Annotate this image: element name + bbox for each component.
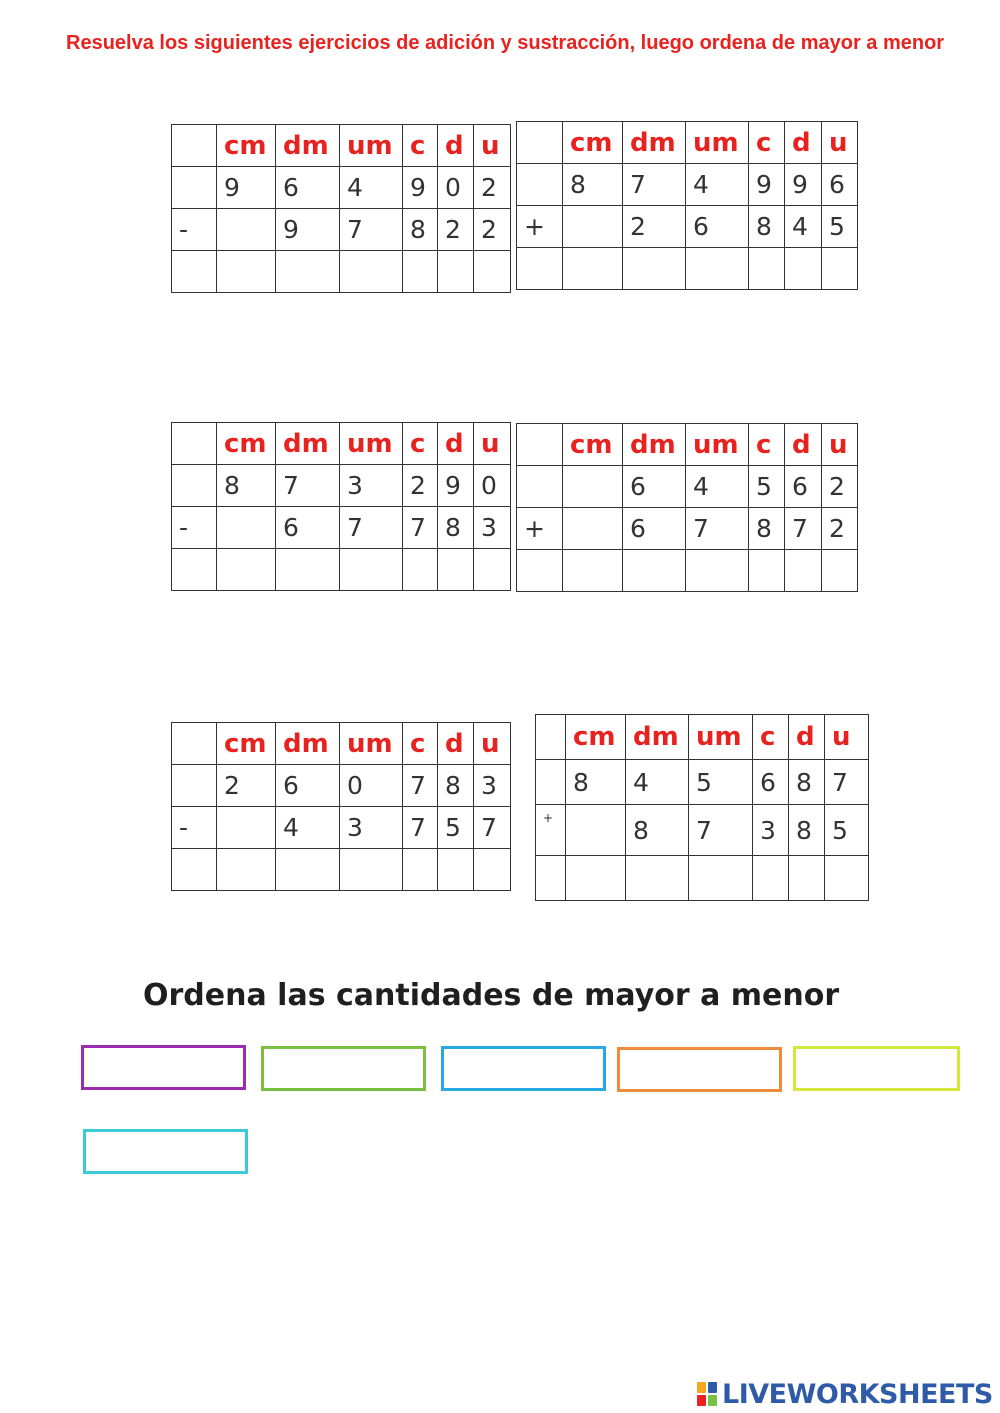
answer-cell[interactable]: [217, 549, 276, 591]
header-row: [172, 125, 511, 167]
digit-cell: 4: [686, 164, 749, 206]
digit-cell: 8: [566, 760, 626, 805]
header-cell: c: [403, 125, 438, 167]
answer-cell[interactable]: [623, 550, 686, 592]
answer-cell[interactable]: [749, 248, 785, 290]
header-cell: dm: [276, 423, 340, 465]
header-cell: c: [749, 424, 785, 466]
header-cell: u: [822, 122, 858, 164]
digit-cell: 3: [474, 765, 511, 807]
digit-cell: 8: [438, 507, 474, 549]
digit-cell: 8: [626, 805, 689, 856]
digit-cell: 2: [822, 466, 858, 508]
exercise-table-5: [171, 722, 511, 891]
answer-cell[interactable]: [403, 549, 438, 591]
answer-cell[interactable]: [689, 856, 753, 901]
answer-cell[interactable]: [566, 856, 626, 901]
digit-cell: 7: [403, 507, 438, 549]
operand-row: [172, 507, 511, 549]
digit-cell: 2: [403, 465, 438, 507]
operator-cell: +: [536, 805, 566, 856]
digit-cell: 7: [340, 209, 403, 251]
digit-cell: 8: [438, 765, 474, 807]
digit-cell: 7: [825, 760, 869, 805]
header-row: [517, 122, 858, 164]
digit-cell: 2: [217, 765, 276, 807]
answer-box-2[interactable]: [261, 1046, 426, 1091]
operator-cell: -: [172, 507, 217, 549]
digit-cell: 6: [276, 507, 340, 549]
answer-cell[interactable]: [438, 549, 474, 591]
answer-cell[interactable]: [563, 248, 623, 290]
digit-cell: 6: [276, 765, 340, 807]
header-cell: u: [825, 715, 869, 760]
header-cell: c: [749, 122, 785, 164]
empty-cell: [536, 760, 566, 805]
digit-cell: 9: [438, 465, 474, 507]
digit-cell: 6: [753, 760, 789, 805]
operand-row: [517, 206, 858, 248]
digit-cell: 8: [403, 209, 438, 251]
digit-cell: 6: [623, 466, 686, 508]
digit-cell: 5: [438, 807, 474, 849]
header-cell: um: [340, 125, 403, 167]
operator-cell: -: [172, 209, 217, 251]
digit-cell: 9: [749, 164, 785, 206]
digit-cell: 5: [825, 805, 869, 856]
header-cell: d: [438, 723, 474, 765]
header-cell: d: [438, 423, 474, 465]
digit-cell: 8: [749, 508, 785, 550]
header-cell: [517, 424, 563, 466]
header-cell: cm: [563, 122, 623, 164]
answer-cell[interactable]: [217, 849, 276, 891]
header-row: [172, 423, 511, 465]
header-cell: u: [822, 424, 858, 466]
answer-box-1[interactable]: [81, 1045, 246, 1090]
exercise-table-1: [171, 124, 511, 293]
empty-cell: [517, 466, 563, 508]
minuend-row: [172, 465, 511, 507]
header-cell: [172, 423, 217, 465]
header-cell: [517, 122, 563, 164]
answer-cell[interactable]: [276, 251, 340, 293]
answer-cell: [536, 856, 566, 901]
operand-row: [172, 807, 511, 849]
answer-cell: [517, 248, 563, 290]
digit-cell: 7: [403, 765, 438, 807]
digit-cell: 3: [474, 507, 511, 549]
digit-cell: 8: [217, 465, 276, 507]
exercise-table-4: [516, 423, 858, 592]
digit-cell: 4: [276, 807, 340, 849]
empty-cell: [172, 167, 217, 209]
logo-square: [708, 1395, 717, 1406]
digit-cell: 8: [563, 164, 623, 206]
digit-cell: [217, 807, 276, 849]
digit-cell: 0: [474, 465, 511, 507]
header-cell: dm: [626, 715, 689, 760]
digit-cell: [563, 508, 623, 550]
operand-row: [517, 508, 858, 550]
header-row: [536, 715, 869, 760]
operator-cell: -: [172, 807, 217, 849]
digit-cell: 7: [403, 807, 438, 849]
digit-cell: 4: [686, 466, 749, 508]
header-cell: cm: [217, 423, 276, 465]
answer-cell[interactable]: [686, 248, 749, 290]
header-cell: d: [438, 125, 474, 167]
answer-cell[interactable]: [474, 849, 511, 891]
answer-box-3[interactable]: [441, 1046, 606, 1091]
exercise-table-6: [535, 714, 869, 901]
digit-cell: 5: [689, 760, 753, 805]
answer-row: [517, 248, 858, 290]
header-cell: dm: [623, 122, 686, 164]
answer-cell[interactable]: [626, 856, 689, 901]
header-cell: u: [474, 125, 511, 167]
answer-cell: [172, 251, 217, 293]
empty-cell: [172, 465, 217, 507]
digit-cell: 0: [340, 765, 403, 807]
digit-cell: 3: [340, 807, 403, 849]
minuend-row: [517, 466, 858, 508]
header-cell: d: [785, 122, 822, 164]
minuend-row: [172, 765, 511, 807]
digit-cell: 2: [474, 209, 511, 251]
logo-square: [697, 1382, 706, 1393]
logo-square: [708, 1382, 717, 1393]
digit-cell: 3: [340, 465, 403, 507]
header-cell: cm: [563, 424, 623, 466]
header-cell: c: [753, 715, 789, 760]
digit-cell: 5: [749, 466, 785, 508]
digit-cell: [217, 209, 276, 251]
digit-cell: 2: [474, 167, 511, 209]
header-cell: u: [474, 423, 511, 465]
answer-box-6[interactable]: [83, 1129, 248, 1174]
answer-cell[interactable]: [340, 549, 403, 591]
logo-text: LIVEWORKSHEETS: [722, 1378, 993, 1410]
operand-row: [172, 209, 511, 251]
digit-cell: [566, 805, 626, 856]
answer-cell[interactable]: [563, 550, 623, 592]
header-cell: um: [340, 423, 403, 465]
header-cell: d: [789, 715, 825, 760]
answer-cell[interactable]: [474, 251, 511, 293]
answer-cell: [172, 549, 217, 591]
minuend-row: [517, 164, 858, 206]
digit-cell: 9: [276, 209, 340, 251]
answer-row: [172, 549, 511, 591]
header-cell: cm: [217, 125, 276, 167]
header-cell: dm: [276, 723, 340, 765]
digit-cell: 8: [789, 805, 825, 856]
empty-cell: [172, 765, 217, 807]
digit-cell: 6: [276, 167, 340, 209]
answer-cell[interactable]: [438, 849, 474, 891]
operator-cell: +: [517, 206, 563, 248]
empty-cell: [517, 164, 563, 206]
answer-cell[interactable]: [789, 856, 825, 901]
answer-cell[interactable]: [785, 248, 822, 290]
answer-cell[interactable]: [217, 251, 276, 293]
answer-cell[interactable]: [276, 549, 340, 591]
header-cell: [172, 125, 217, 167]
answer-cell[interactable]: [403, 251, 438, 293]
header-cell: cm: [217, 723, 276, 765]
answer-cell[interactable]: [822, 550, 858, 592]
operator-cell: +: [517, 508, 563, 550]
digit-cell: 4: [785, 206, 822, 248]
header-cell: um: [689, 715, 753, 760]
operand-row: [536, 805, 869, 856]
logo-square: [697, 1395, 706, 1406]
answer-row: [517, 550, 858, 592]
digit-cell: 9: [217, 167, 276, 209]
header-cell: um: [340, 723, 403, 765]
answer-cell[interactable]: [753, 856, 789, 901]
digit-cell: 2: [623, 206, 686, 248]
liveworksheets-logo: [697, 1377, 993, 1411]
answer-row: [172, 251, 511, 293]
header-cell: cm: [566, 715, 626, 760]
answer-cell: [172, 849, 217, 891]
answer-cell: [517, 550, 563, 592]
digit-cell: 7: [785, 508, 822, 550]
digit-cell: 9: [785, 164, 822, 206]
header-row: [172, 723, 511, 765]
answer-row: [172, 849, 511, 891]
digit-cell: 2: [438, 209, 474, 251]
digit-cell: 8: [749, 206, 785, 248]
answer-cell[interactable]: [822, 248, 858, 290]
order-title: Ordena las cantidades de mayor a menor: [143, 978, 840, 1013]
answer-cell[interactable]: [785, 550, 822, 592]
header-cell: dm: [623, 424, 686, 466]
digit-cell: 4: [340, 167, 403, 209]
exercise-table-3: [171, 422, 511, 591]
digit-cell: 6: [822, 164, 858, 206]
digit-cell: 2: [822, 508, 858, 550]
answer-cell[interactable]: [340, 849, 403, 891]
minuend-row: [536, 760, 869, 805]
answer-cell[interactable]: [340, 251, 403, 293]
header-cell: um: [686, 122, 749, 164]
digit-cell: 7: [686, 508, 749, 550]
digit-cell: 6: [623, 508, 686, 550]
answer-cell[interactable]: [276, 849, 340, 891]
digit-cell: 7: [623, 164, 686, 206]
header-cell: dm: [276, 125, 340, 167]
answer-cell[interactable]: [825, 856, 869, 901]
digit-cell: 9: [403, 167, 438, 209]
header-cell: um: [686, 424, 749, 466]
digit-cell: 6: [785, 466, 822, 508]
answer-cell[interactable]: [749, 550, 785, 592]
logo-icon: [697, 1382, 717, 1406]
answer-cell[interactable]: [623, 248, 686, 290]
header-cell: d: [785, 424, 822, 466]
digit-cell: [563, 466, 623, 508]
digit-cell: [563, 206, 623, 248]
answer-row: [536, 856, 869, 901]
header-cell: [536, 715, 566, 760]
answer-cell[interactable]: [403, 849, 438, 891]
digit-cell: 7: [276, 465, 340, 507]
exercise-table-2: [516, 121, 858, 290]
header-cell: c: [403, 423, 438, 465]
digit-cell: 4: [626, 760, 689, 805]
instructions: Resuelva los siguientes ejercicios de adición y sustracción, luego ordena de mayor a menor: [66, 32, 945, 54]
header-row: [517, 424, 858, 466]
header-cell: u: [474, 723, 511, 765]
answer-cell[interactable]: [474, 549, 511, 591]
digit-cell: [217, 507, 276, 549]
digit-cell: 3: [753, 805, 789, 856]
answer-box-5[interactable]: [793, 1046, 960, 1091]
digit-cell: 7: [340, 507, 403, 549]
answer-cell[interactable]: [438, 251, 474, 293]
answer-box-4[interactable]: [617, 1047, 782, 1092]
digit-cell: 5: [822, 206, 858, 248]
minuend-row: [172, 167, 511, 209]
header-cell: [172, 723, 217, 765]
digit-cell: 6: [686, 206, 749, 248]
digit-cell: 7: [474, 807, 511, 849]
answer-cell[interactable]: [686, 550, 749, 592]
digit-cell: 8: [789, 760, 825, 805]
digit-cell: 7: [689, 805, 753, 856]
digit-cell: 0: [438, 167, 474, 209]
header-cell: c: [403, 723, 438, 765]
